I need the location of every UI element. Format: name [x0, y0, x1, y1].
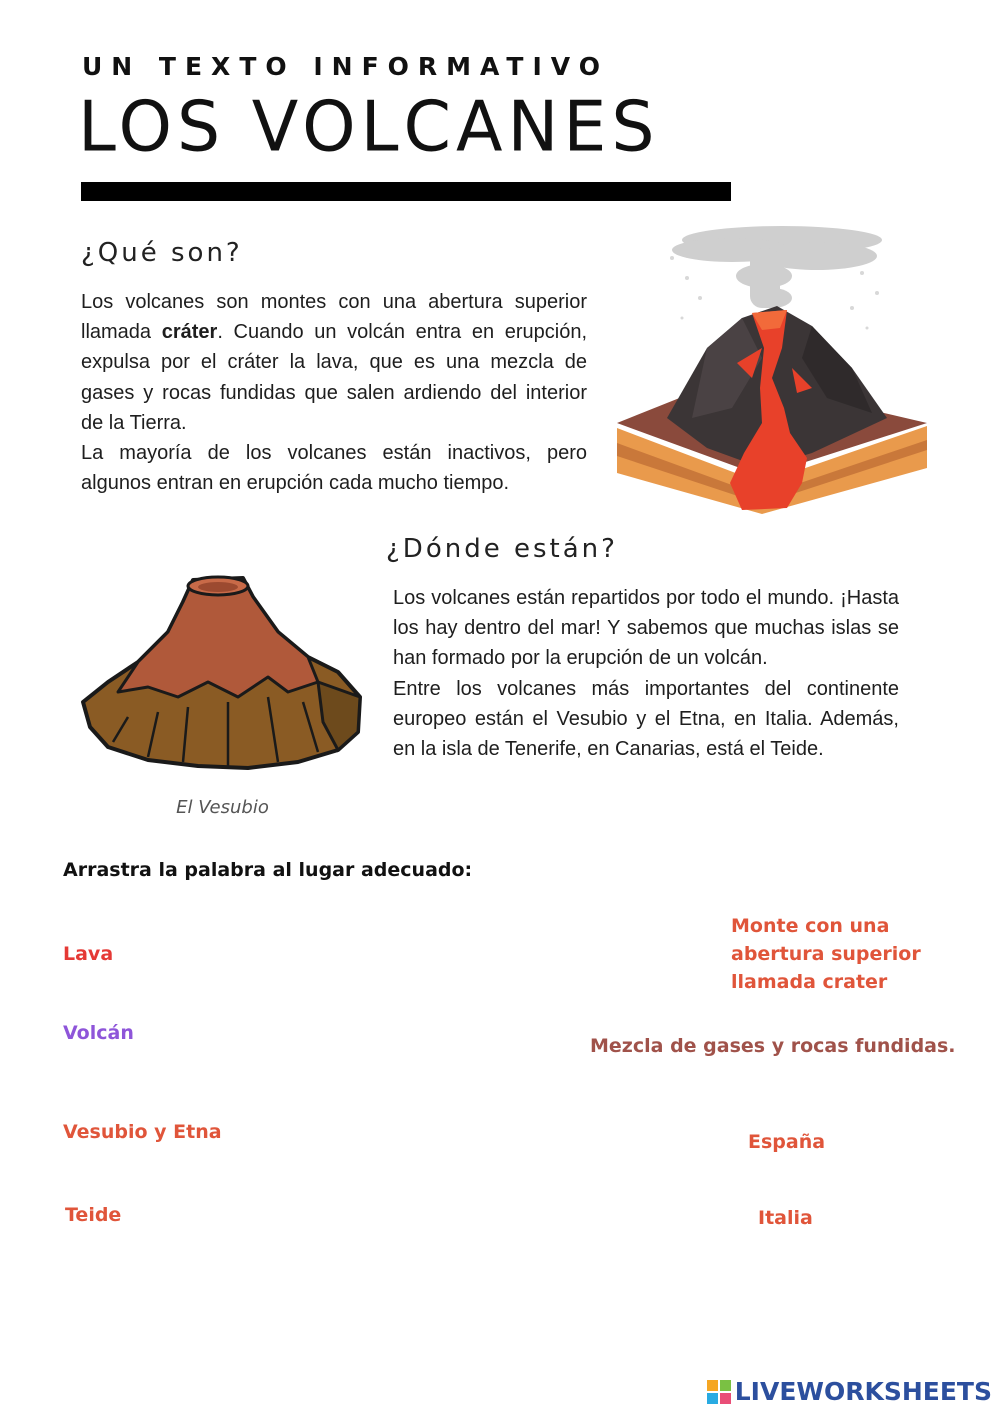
target-definition-lava[interactable]: Mezcla de gases y rocas fundidas.: [590, 1035, 956, 1057]
paragraph-inactive: La mayoría de los volcanes están inactivos, pero algunos entran en erupción cada mucho tiempo.: [81, 442, 587, 495]
page-title: LOS VOLCANES: [78, 87, 660, 168]
drag-word-lava[interactable]: Lava: [63, 943, 114, 965]
logo-square: [720, 1393, 731, 1404]
vesubio-illustration: [78, 572, 366, 774]
section-heading-que-son: ¿Qué son?: [81, 238, 243, 268]
section-que-son-text: [81, 287, 587, 498]
liveworksheets-mark-icon: [707, 1380, 731, 1404]
drag-word-teide[interactable]: Teide: [65, 1204, 122, 1226]
title-underline: [81, 182, 731, 201]
target-italia[interactable]: Italia: [758, 1207, 813, 1229]
drag-word-vesubio-etna[interactable]: Vesubio y Etna: [63, 1121, 222, 1143]
logo-square: [707, 1393, 718, 1404]
target-definition-volcan[interactable]: Monte con una abertura superior llamada crater: [731, 915, 921, 993]
paragraph-distribution: Los volcanes están repartidos por todo el mundo. ¡Hasta los hay dentro del mar! Y sabemos que muchas islas se han formado por la erupción de un volcán.: [393, 587, 899, 670]
target-espana[interactable]: España: [748, 1131, 826, 1153]
vesubio-caption: El Vesubio: [176, 797, 269, 818]
logo-square: [707, 1380, 718, 1391]
bold-term-crater: cráter: [161, 321, 218, 344]
exercise-instruction: Arrastra la palabra al lugar adecuado:: [63, 859, 473, 881]
liveworksheets-logo[interactable]: [707, 1377, 992, 1406]
liveworksheets-brand-text: LIVEWORKSHEETS: [734, 1377, 992, 1406]
paragraph-text: Los volcanes son montes con una abertura superior llamada: [81, 291, 587, 344]
paragraph-europe: Entre los volcanes más importantes del continente europeo están el Vesubio y el Etna, en Italia. Además, en la isla de Tenerife, en Canarias, está el Teide.: [393, 677, 899, 761]
kicker-heading: UN TEXTO INFORMATIVO: [82, 52, 609, 81]
erupting-volcano-illustration: [612, 218, 932, 518]
logo-square: [720, 1380, 731, 1391]
section-heading-donde-estan: ¿Dónde están?: [386, 534, 618, 564]
paragraph-text: . Cuando un volcán entra en erupción, expulsa por el cráter la lava, que es una mezcla de gases y rocas fundidas que salen ardiendo del interior de la Tierra.: [81, 321, 587, 434]
paragraph-definition: [81, 287, 587, 438]
section-donde-estan-text: [393, 583, 899, 764]
drag-word-volcan[interactable]: Volcán: [63, 1022, 134, 1044]
